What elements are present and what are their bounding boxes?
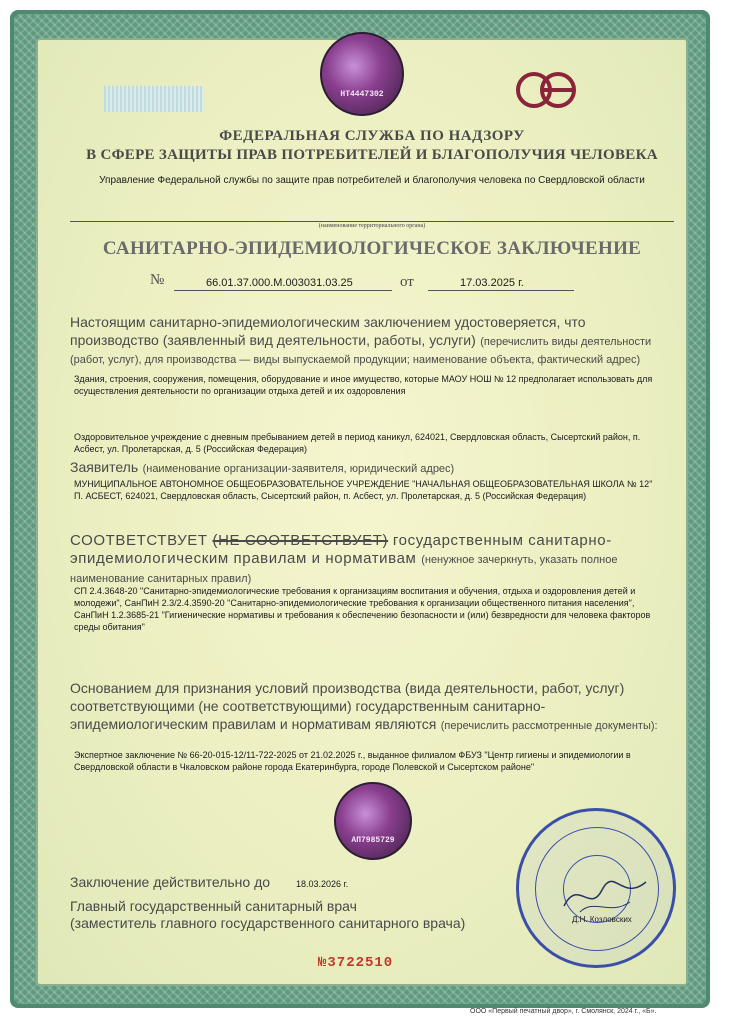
security-strip xyxy=(104,86,204,112)
conformity-text: государственным санитарно-эпидемиологическим правилам и нормативам xyxy=(70,532,612,567)
printer-imprint: ООО «Первый печатный двор», г. Смолянск, 2024 г., «Б». xyxy=(470,1008,657,1015)
activity-intro: Настоящим санитарно-эпидемиологическим заключением удостоверяется, что производство (заявленный вид деятельности, работы, услуги) xyxy=(70,314,586,348)
expert-conclusion: Экспертное заключение № 66-20-015-12/11-722-2025 от 21.02.2025 г., выданное филиалом ФБУЗ "Центр гигиены и эпидемиологии в Свердловской области в Чкаловском районе города Екатеринбурга, городе Полевской и Сысертском районе" xyxy=(74,750,631,772)
agency-line-2: В СФЕРЕ ЗАЩИТЫ ПРАВ ПОТРЕБИТЕЛЕЙ И БЛАГОПОЛУЧИЯ ЧЕЛОВЕКА xyxy=(86,147,658,163)
applicant-value: МУНИЦИПАЛЬНОЕ АВТОНОМНОЕ ОБЩЕОБРАЗОВАТЕЛЬНОЕ УЧРЕЖДЕНИЕ "НАЧАЛЬНАЯ ОБЩЕОБРАЗОВАТЕЛЬНАЯ ШКОЛА № 12" П. АСБЕСТ, 624021, Свердловская область, Сысертский район, п. Асбест, ул. Пролетарская, д. 5 (Российская Федерация) xyxy=(74,479,653,501)
signatory-title: Главный государственный санитарный врач xyxy=(70,898,357,914)
validity-label: Заключение действительно до xyxy=(70,874,271,890)
document-title: САНИТАРНО-ЭПИДЕМИОЛОГИЧЕСКОЕ ЗАКЛЮЧЕНИЕ xyxy=(102,238,642,259)
certificate-date: 17.03.2025 г. xyxy=(460,277,524,289)
sanitary-rules-list: СП 2.4.3648-20 "Санитарно-эпидемиологические требования к организациям воспитания и обучения, отдыха и оздоровления детей и молодежи", СанПиН 2.3/2.4.3590-20 "Санитарно-эпидемиологические требования к организации общественного питания населения", СанПиН 1.2.3685-21 "Гигиенические нормативы и требования к обеспечению безопасности и (или) безвредности для человека факторов среды обитания" xyxy=(74,586,651,632)
not-complies-struck: (НЕ СООТВЕТСТВУЕТ) xyxy=(212,532,389,549)
basis-section xyxy=(70,680,660,734)
validity-date: 18.03.2026 г. xyxy=(296,879,349,889)
authority-caption: (наименование территориального органа) xyxy=(318,223,426,229)
date-label: от xyxy=(400,274,414,290)
conformity-statement xyxy=(70,532,660,588)
activity-note: (перечислить виды деятельности (работ, услуг), для производства — виды выпускаемой продукции; наименование объекта, фактический адрес) xyxy=(70,336,652,366)
section-activity xyxy=(70,314,656,368)
hologram-number: АП7985729 xyxy=(351,836,395,845)
conformity-note: (ненужное зачеркнуть, указать полное наименование санитарных правил) xyxy=(70,554,618,585)
applicant-note: (наименование организации-заявителя, юридический адрес) xyxy=(142,463,455,475)
basis-text: Основанием для признания условий производства (вида деятельности, работ, услуг) соответствующими (не соответствующими) государственным санитарно-эпидемиологическим правилам и нормативам являются xyxy=(70,680,625,732)
date-underline xyxy=(428,290,574,291)
certificate-number: 66.01.37.000.М.003031.03.25 xyxy=(206,277,353,289)
complies-word: СООТВЕТСТВУЕТ xyxy=(70,532,208,549)
hologram-seal-top xyxy=(320,32,404,116)
number-label: № xyxy=(150,272,165,288)
basis-note: (перечислить рассмотренные документы): xyxy=(440,720,658,732)
agency-line-1: ФЕДЕРАЛЬНАЯ СЛУЖБА ПО НАДЗОРУ xyxy=(219,128,525,144)
signatory-name: Д.Н. Козловских xyxy=(572,915,632,924)
authority-underline xyxy=(70,221,674,222)
number-underline xyxy=(174,290,392,291)
hologram-number: НТ4447302 xyxy=(340,90,384,99)
activity-value: Здания, строения, сооружения, помещения, оборудование и иное имущество, которые МАОУ НОШ № 12 предполагает использовать для осуществления деятельности по организации отдыха детей и их оздоровления xyxy=(74,374,653,396)
applicant-label: Заявитель xyxy=(70,459,139,475)
applicant-heading xyxy=(70,459,656,477)
object-address: Оздоровительное учреждение с дневным пребыванием детей в период каникул, 624021, Свердловская область, Сысертский район, п. Асбест, ул. Пролетарская, д. 5 (Российская Федерация) xyxy=(74,432,641,454)
serial-number: №3722510 xyxy=(318,955,394,971)
territorial-authority: Управление Федеральной службы по защите прав потребителей и благополучия человека по Свердловской области xyxy=(99,175,645,186)
signatory-deputy: (заместитель главного государственного санитарного врача) xyxy=(70,915,466,931)
se-logo-icon xyxy=(514,70,578,110)
hologram-seal-middle xyxy=(334,782,412,860)
